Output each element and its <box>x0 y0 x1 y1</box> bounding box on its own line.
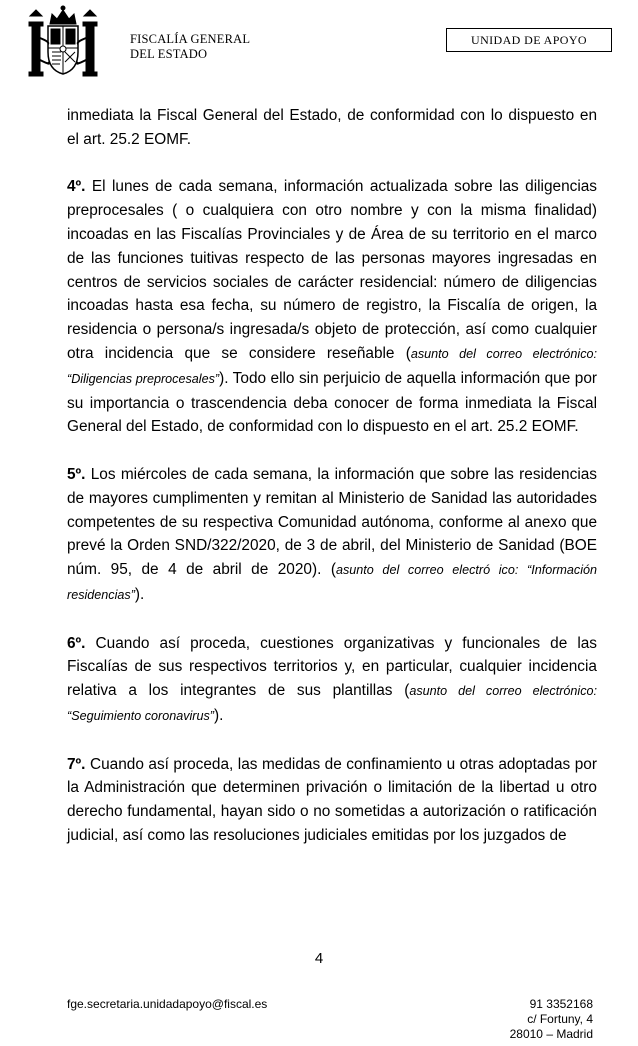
footer-city: 28010 – Madrid <box>509 1027 593 1041</box>
footer-street: c/ Fortuny, 4 <box>527 1012 593 1026</box>
paragraph-number: 7º. <box>67 755 86 773</box>
paragraph-text: ). <box>134 585 145 603</box>
paragraph-6 <box>67 632 597 729</box>
paragraph-text: Cuando así proceda, cuestiones organizativas y funcionales de las Fiscalías de sus respectivos territorios y, en particular, cualquier incidencia relativa a los integrantes de sus plantillas ( <box>67 634 597 700</box>
footer-email: fge.secretaria.unidadapoyo@fiscal.es <box>67 997 268 1011</box>
paragraph-number: 4º. <box>67 178 86 196</box>
email-subject-note: asunto del correo electrónico: “Diligencias preprocesales” <box>67 346 597 386</box>
paragraph-text: inmediata la Fiscal General del Estado, de conformidad con lo dispuesto en el art. 25.2 EOMF. <box>67 107 597 148</box>
footer-phone: 91 3352168 <box>529 997 593 1011</box>
paragraph-continuation <box>67 104 597 152</box>
paragraph-text: Los miércoles de cada semana, la información que sobre las residencias de mayores cumplimenten y remitan al Ministerio de Sanidad las autoridades competentes de su respectiva Comunidad autónoma, conforme al anexo que prevé la Orden SND/322/2020, de 3 de abril, del Ministerio de Sanidad (BOE núm. 95, de 4 de abril de 2020). ( <box>67 465 597 579</box>
paragraph-7 <box>67 753 597 848</box>
paragraph-text: El lunes de cada semana, información actualizada sobre las diligencias preprocesales ( o cualquiera con otro nombre y con la misma finalidad) incoadas en las Fiscalías Provinciales y de Área de su territorio en el marco de las funciones tuitivas respecto de las personas mayores ingresadas en centros de servicios sociales de carácter residencial: número de diligencias incoadas hasta esa fecha, su número de registro, la Fiscalía de origen, la residencia o persona/s ingresada/s objeto de protección, así como cualquier otra incidencia que se considere reseñable ( <box>67 178 597 362</box>
paragraph-number: 6º. <box>67 634 86 652</box>
paragraph-text: Cuando así proceda, las medidas de confinamiento u otras adoptadas por la Administración que determinen privación o limitación de la libertad u otro derecho fundamental, hayan sido o no sometidas a autorización o ratificación judicial, así como las resoluciones judiciales emitidas por los juzgados de <box>67 755 597 844</box>
paragraph-5 <box>67 463 597 608</box>
email-subject-note: asunto del correo electrónico: “Seguimiento coronavirus” <box>67 684 598 723</box>
paragraph-number: 5º. <box>67 465 86 483</box>
document-body <box>67 104 597 848</box>
organization-name-line1: FISCALÍA GENERAL <box>130 32 251 46</box>
organization-name-line2: DEL ESTADO <box>130 47 208 61</box>
paragraph-text: ). Todo ello sin perjuicio de aquella información que por su importancia o trascendencia deba conocer de forma inmediata la Fiscal General del Estado, de conformidad con lo dispuesto en el art. 25.2 EOMF. <box>67 369 597 436</box>
email-subject-note: asunto del correo electró ico: “Información residencias” <box>67 563 597 602</box>
unit-label-box: UNIDAD DE APOYO <box>446 28 612 52</box>
paragraph-4 <box>67 175 597 439</box>
organization-name <box>130 32 250 62</box>
coat-of-arms-icon <box>24 4 102 80</box>
page-number: 4 <box>314 950 324 967</box>
paragraph-text: ). <box>214 706 224 724</box>
footer-address <box>510 997 593 1042</box>
